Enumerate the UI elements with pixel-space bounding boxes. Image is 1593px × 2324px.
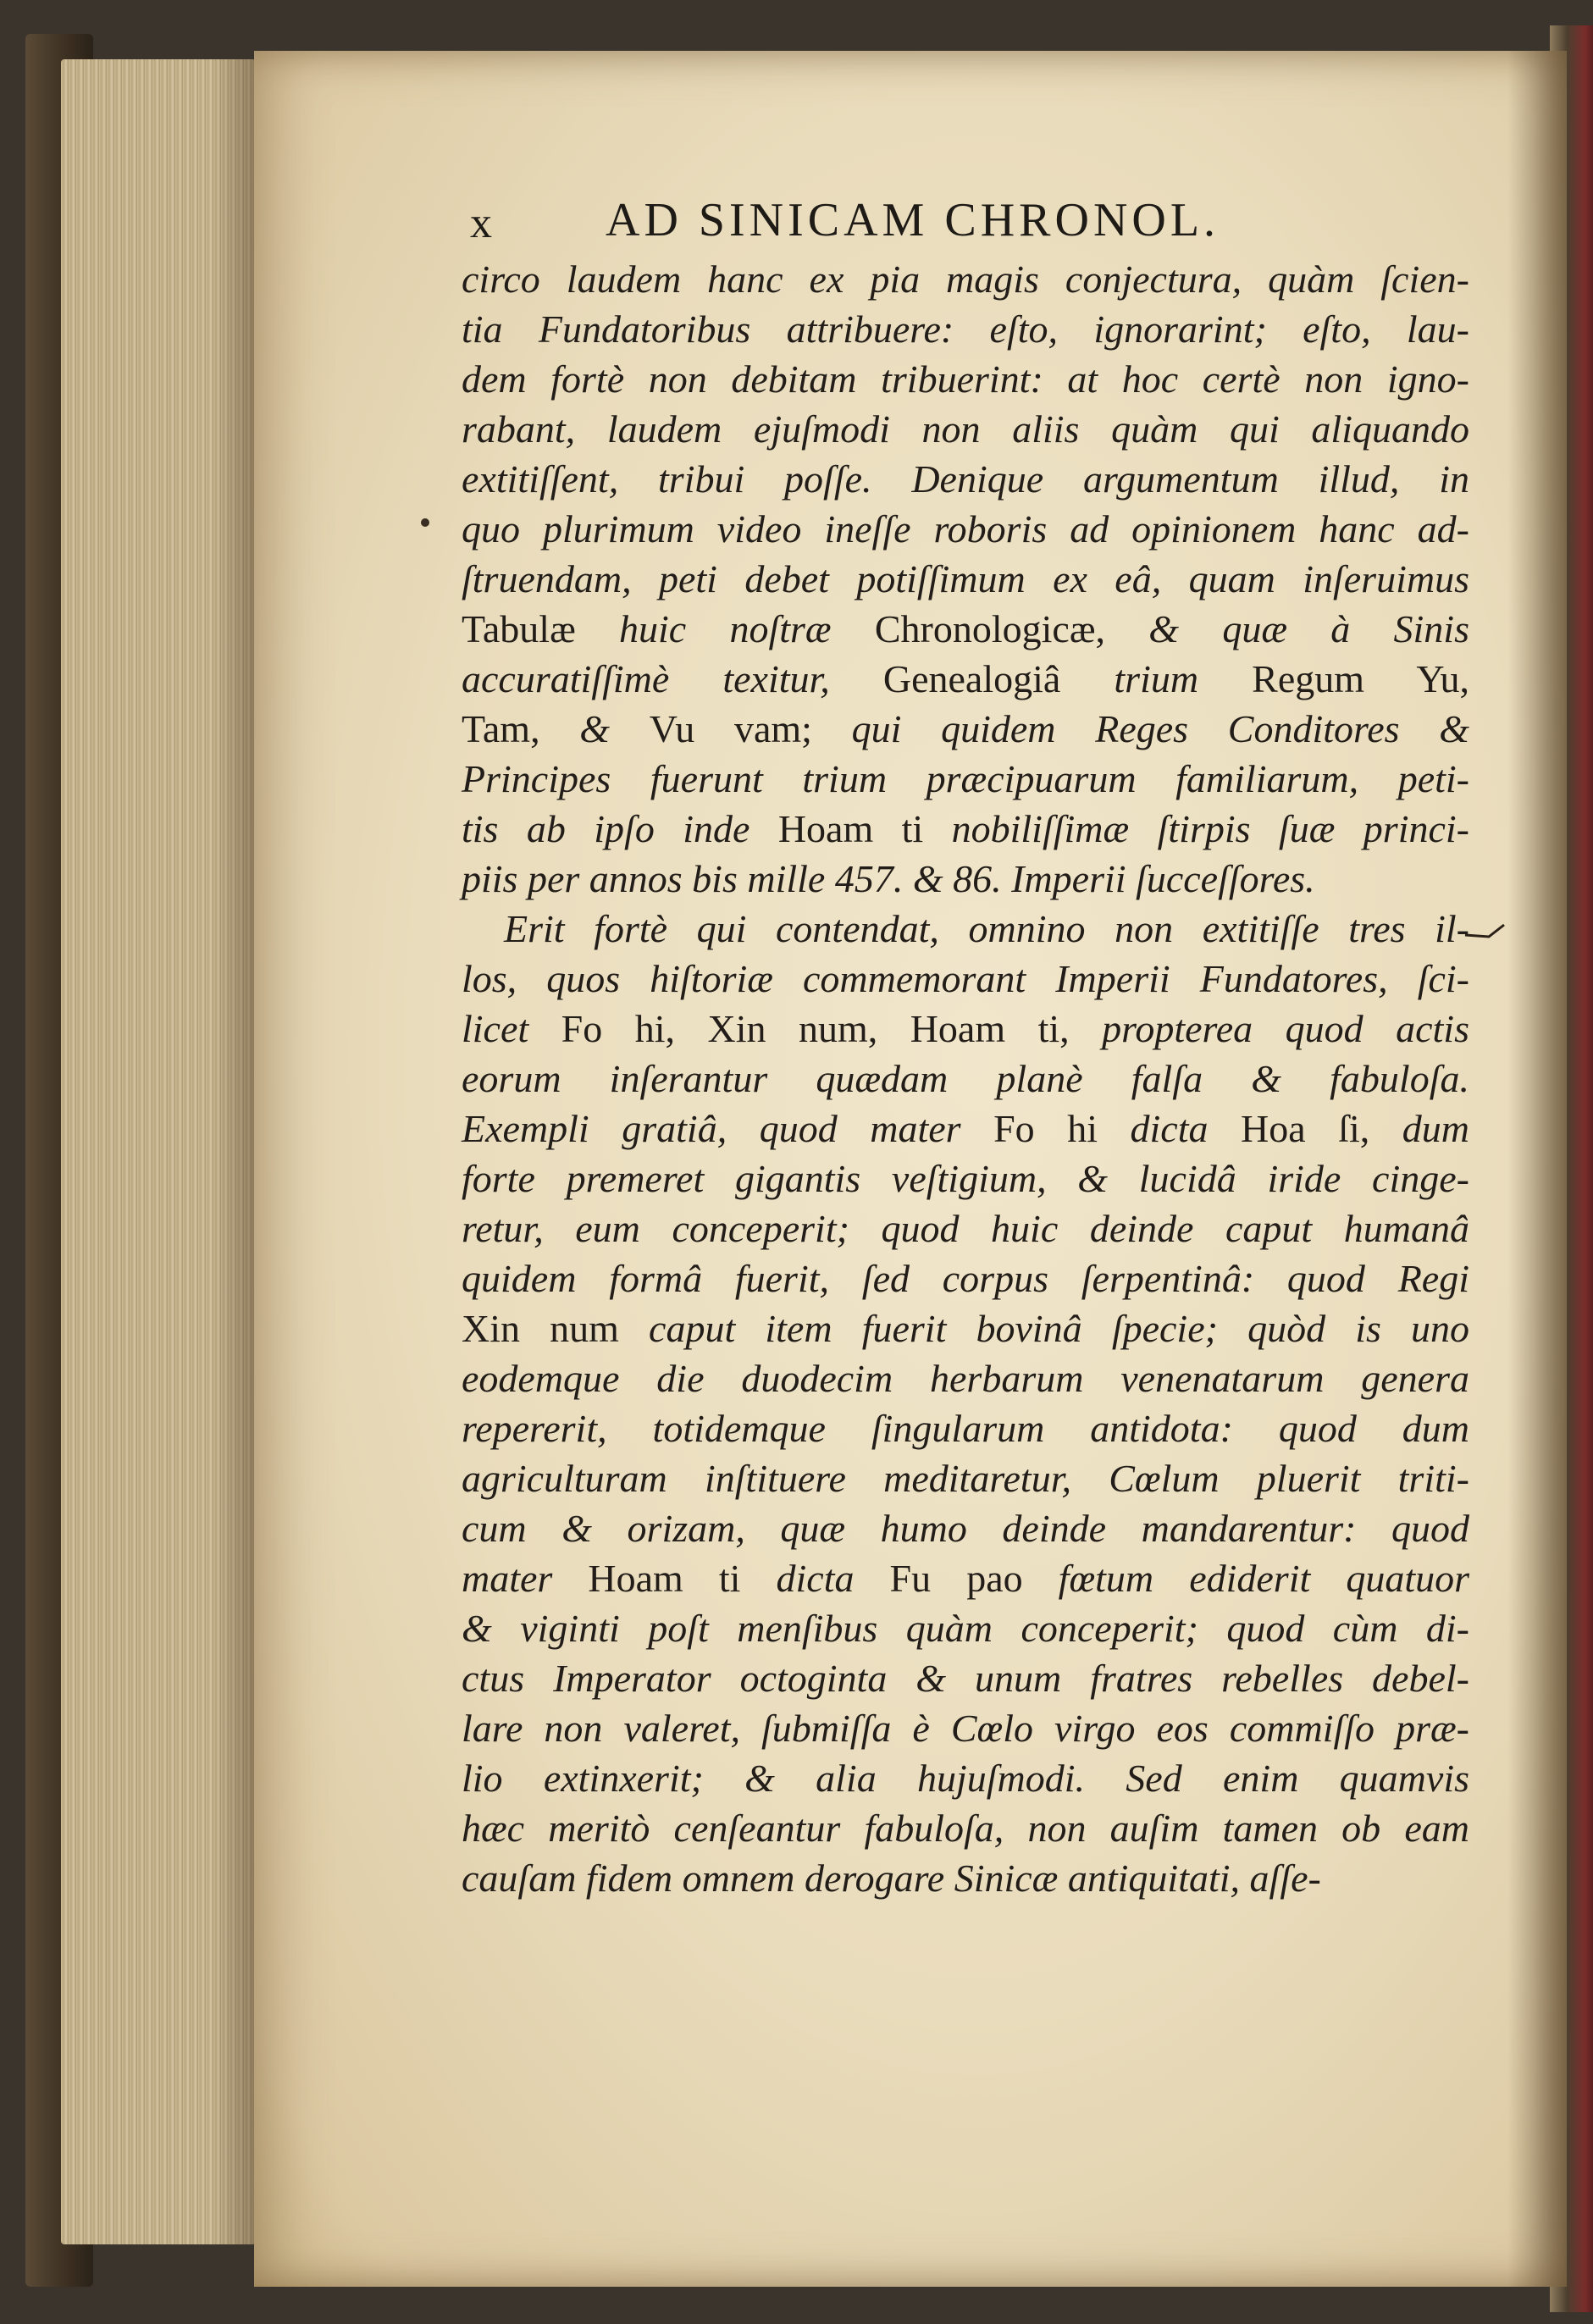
text-line bbox=[462, 354, 1469, 404]
page-header bbox=[470, 193, 1452, 252]
text-segment: lio extinxerit; & alia hujuſmodi. Sed enim quamvis bbox=[462, 1757, 1469, 1800]
text-line bbox=[462, 1054, 1469, 1104]
text-segment: Hoa ſi, bbox=[1241, 1107, 1370, 1150]
text-segment: fœtum ediderit quatuor bbox=[1022, 1557, 1470, 1600]
text-segment: eodemque die duodecim herbarum venenatarum genera bbox=[462, 1357, 1469, 1400]
text-segment: Tam, bbox=[462, 707, 540, 750]
text-line bbox=[462, 704, 1469, 754]
text-segment: Fu pao bbox=[889, 1557, 1023, 1600]
text-line bbox=[462, 904, 1469, 954]
text-segment: piis per annos bis mille 457. & 86. Imperii ſucceſſores. bbox=[462, 857, 1315, 900]
text-line bbox=[462, 1353, 1469, 1403]
text-segment: dem fortè non debitam tribuerint: at hoc certè non igno- bbox=[462, 357, 1469, 401]
text-line bbox=[462, 1253, 1469, 1303]
text-segment: tis ab ipſo inde bbox=[462, 807, 778, 850]
text-line bbox=[462, 854, 1469, 904]
text-segment: repererit, totidemque ſingularum antidota: quod dum bbox=[462, 1407, 1469, 1450]
text-line bbox=[462, 454, 1469, 504]
text-segment: Vu vam; bbox=[649, 707, 812, 750]
text-line bbox=[462, 1004, 1469, 1054]
text-line bbox=[462, 1303, 1469, 1353]
text-segment: Chronologicæ, bbox=[874, 607, 1106, 650]
text-segment: accuratiſſimè texitur, bbox=[462, 657, 883, 700]
text-segment: dicta bbox=[1097, 1107, 1242, 1150]
text-line bbox=[462, 554, 1469, 604]
text-segment: Tabulæ bbox=[462, 607, 576, 650]
text-line bbox=[462, 304, 1469, 354]
text-line bbox=[462, 1803, 1469, 1853]
ink-spot bbox=[421, 518, 429, 527]
page-number: x bbox=[470, 199, 494, 247]
text-segment: Regum Yu, bbox=[1252, 657, 1469, 700]
text-segment: & quæ à Sinis bbox=[1105, 607, 1469, 650]
text-line bbox=[462, 404, 1469, 454]
text-line bbox=[462, 654, 1469, 704]
text-line bbox=[462, 804, 1469, 854]
body-text bbox=[462, 254, 1469, 1903]
text-line bbox=[462, 1703, 1469, 1753]
text-segment: retur, eum conceperit; quod huic deinde caput humanâ bbox=[462, 1207, 1469, 1250]
text-line bbox=[462, 1603, 1469, 1653]
text-segment: los, quos hiſtoriæ commemorant Imperii Fundatores, ſci- bbox=[462, 957, 1469, 1000]
gutter-shadow bbox=[1507, 51, 1567, 2287]
text-segment: dicta bbox=[740, 1557, 890, 1600]
text-segment: propterea quod actis bbox=[1069, 1007, 1469, 1050]
text-segment: cauſam fidem omnem derogare Sinicæ antiquitati, aſſe- bbox=[462, 1856, 1321, 1900]
text-segment: Hoam ti bbox=[588, 1557, 741, 1600]
text-segment: lare non valeret, ſubmiſſa è Cœlo virgo eos commiſſo præ- bbox=[462, 1707, 1469, 1750]
text-line bbox=[462, 1204, 1469, 1253]
text-line bbox=[462, 754, 1469, 804]
text-segment: extitiſſent, tribui poſſe. Denique argumentum illud, in bbox=[462, 457, 1469, 501]
text-segment: huic noſtræ bbox=[575, 607, 875, 650]
text-segment: qui quidem Reges Conditores & bbox=[811, 707, 1469, 750]
text-line bbox=[462, 1553, 1469, 1603]
text-segment: forte premeret gigantis veſtigium, & lucidâ iride cinge- bbox=[462, 1157, 1469, 1200]
text-line bbox=[462, 504, 1469, 554]
text-segment: quidem formâ fuerit, ſed corpus ſerpentinâ: quod Regi bbox=[462, 1257, 1469, 1300]
running-title: AD SINICAM CHRONOL. bbox=[606, 194, 1220, 246]
text-segment: Fo hi, Xin num, Hoam ti, bbox=[561, 1007, 1070, 1050]
text-segment: circo laudem hanc ex pia magis conjectura, quàm ſcien- bbox=[462, 257, 1469, 301]
text-segment: cum & orizam, quæ humo deinde mandarentur: quod bbox=[462, 1507, 1469, 1550]
text-segment: ſtruendam, peti debet potiſſimum ex eâ, quam inſeruimus bbox=[462, 557, 1469, 600]
text-line bbox=[462, 1453, 1469, 1503]
text-segment: caput item fuerit bovinâ ſpecie; quòd is uno bbox=[618, 1307, 1470, 1350]
pen-mark-icon bbox=[1463, 921, 1506, 940]
text-line bbox=[462, 1154, 1469, 1204]
text-segment: Xin num bbox=[462, 1307, 619, 1350]
text-line bbox=[462, 1403, 1469, 1453]
text-line bbox=[462, 1104, 1469, 1154]
text-line bbox=[462, 604, 1469, 654]
text-segment: hæc meritò cenſeantur fabuloſa, non auſim tamen ob eam bbox=[462, 1807, 1469, 1850]
text-segment: nobiliſſimæ ſtirpis ſuæ princi- bbox=[923, 807, 1469, 850]
text-segment: Hoam ti bbox=[777, 807, 924, 850]
text-line bbox=[462, 1853, 1469, 1903]
text-segment: & bbox=[539, 707, 650, 750]
text-segment: Fo hi bbox=[993, 1107, 1098, 1150]
text-segment: mater bbox=[462, 1557, 589, 1600]
text-segment: rabant, laudem ejuſmodi non aliis quàm qui aliquando bbox=[462, 407, 1469, 451]
text-segment: trium bbox=[1060, 657, 1253, 700]
text-segment: dum bbox=[1369, 1107, 1469, 1150]
text-line bbox=[462, 1653, 1469, 1703]
text-segment: tia Fundatoribus attribuere: eſto, ignorarint; eſto, lau- bbox=[462, 307, 1469, 351]
text-line bbox=[462, 954, 1469, 1004]
text-segment: agriculturam inſtituere meditaretur, Cœlum pluerit triti- bbox=[462, 1457, 1469, 1500]
text-segment: Principes fuerunt trium præcipuarum familiarum, peti- bbox=[462, 757, 1469, 800]
text-segment: Exempli gratiâ, quod mater bbox=[462, 1107, 994, 1150]
text-line bbox=[462, 1503, 1469, 1553]
text-line bbox=[462, 1753, 1469, 1803]
text-segment: Erit fortè qui contendat, omnino non extitiſſe tres il- bbox=[504, 907, 1469, 950]
text-segment: ctus Imperator octoginta & unum fratres rebelles debel- bbox=[462, 1657, 1469, 1700]
text-segment: quo plurimum video ineſſe roboris ad opinionem hanc ad- bbox=[462, 507, 1469, 551]
text-segment: eorum inſerantur quædam planè falſa & fabuloſa. bbox=[462, 1057, 1469, 1100]
text-segment: Genealogiâ bbox=[882, 657, 1061, 700]
text-segment: licet bbox=[462, 1007, 561, 1050]
text-segment: & viginti poſt menſibus quàm conceperit; quod cùm di- bbox=[462, 1607, 1469, 1650]
text-line bbox=[462, 254, 1469, 304]
